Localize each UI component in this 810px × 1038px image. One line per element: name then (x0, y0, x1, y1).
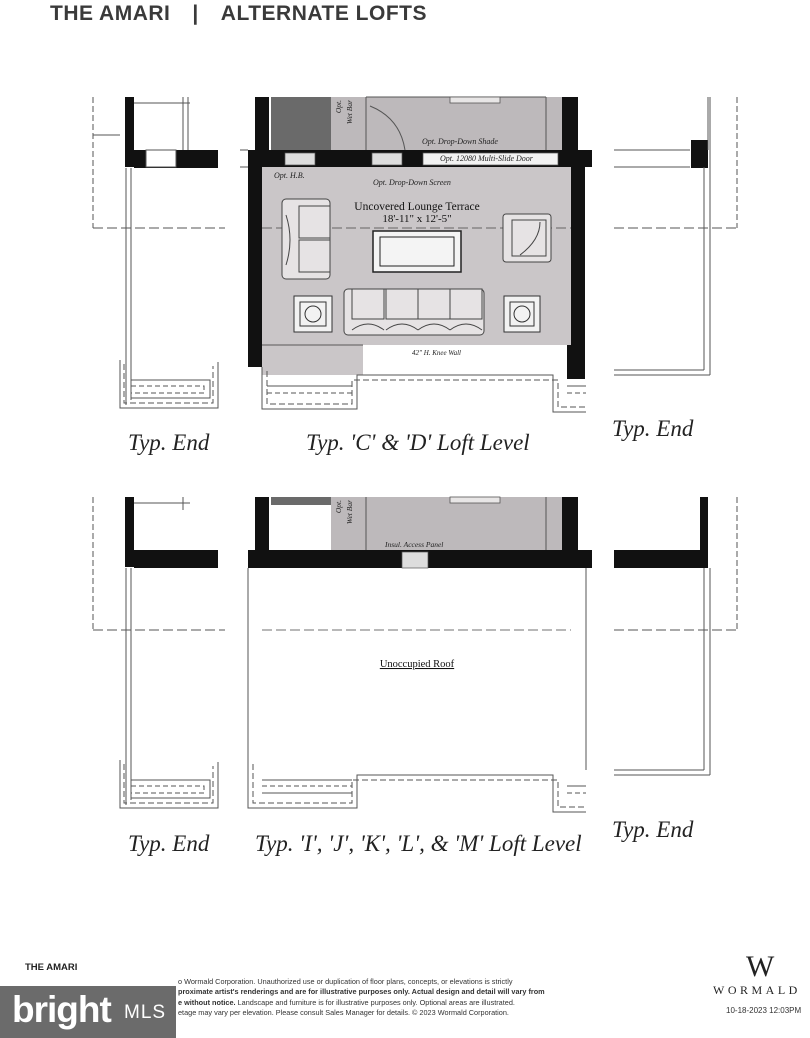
lower-center-label: Typ. 'I', 'J', 'K', 'L', & 'M' Loft Level (255, 831, 582, 856)
lower-center-unit (248, 497, 592, 812)
wormald-logo-text: WORMALD (713, 983, 801, 997)
disclaimer-line-2: proximate artist's renderings and are for illustrative purposes only. Actual design and detail will vary from (178, 987, 545, 997)
upper-wet-bar-label-2: Wet Bar (345, 100, 354, 125)
side-table-right (504, 296, 540, 332)
armchair-right (503, 214, 551, 262)
sofa (344, 289, 484, 335)
upper-center-label: Typ. 'C' & 'D' Loft Level (306, 430, 530, 455)
lower-right-end-unit (614, 497, 738, 775)
watermark-brand: bright (12, 989, 111, 1030)
lower-wet-bar-label-2: Wet Bar (345, 500, 354, 525)
disclaimer-line-1: o Wormald Corporation. Unauthorized use or duplication of floor plans, concepts, or elevations is strictly (178, 977, 513, 986)
footer-title: THE AMARI (25, 962, 78, 973)
upper-left-label: Typ. End (128, 430, 210, 455)
disclaimer-line-3-bold: e without notice. (178, 997, 236, 1007)
disclaimer-line-3 (178, 998, 583, 1008)
project-name: THE AMARI (50, 2, 171, 25)
side-table-left (294, 296, 332, 332)
lower-left-end-unit (93, 497, 225, 808)
wormald-logo-mark: W (746, 950, 775, 983)
disclaimer-line-3-rest: Landscape and furniture is for illustrative purposes only. Optional areas are illustrated. (235, 997, 515, 1007)
drop-down-screen-label: Opt. Drop-Down Screen (373, 178, 451, 187)
upper-plan (93, 97, 738, 412)
lower-wet-bar-label-1: Opt. (334, 500, 343, 514)
header-separator: | (192, 2, 199, 25)
page-subtitle: ALTERNATE LOFTS (220, 2, 427, 25)
upper-right-end-unit (614, 97, 738, 375)
disclaimer (178, 977, 583, 1018)
lower-plan (93, 497, 738, 812)
drop-down-shade-label: Opt. Drop-Down Shade (422, 137, 498, 146)
multi-slide-door-label: Opt. 12080 Multi-Slide Door (440, 154, 533, 163)
disclaimer-line-4: etage may vary per elevation. Please consult Sales Manager for details. © 2023 Wormald Corporation. (178, 1007, 509, 1017)
lower-right-label: Typ. End (612, 817, 694, 842)
timestamp: 10-18-2023 12:03PM (726, 1006, 802, 1015)
lower-left-label: Typ. End (128, 831, 210, 856)
brightmls-watermark (0, 986, 176, 1038)
access-panel-label: Insul. Access Panel (385, 540, 444, 549)
loveseat-left (282, 199, 330, 279)
watermark-suffix: MLS (124, 1002, 167, 1023)
knee-wall-label: 42" H. Knee Wall (412, 349, 461, 357)
roof-label: Unoccupied Roof (379, 659, 455, 670)
coffee-table (373, 231, 461, 272)
upper-left-end-unit (93, 97, 225, 408)
hose-bib-label: Opt. H.B. (274, 171, 305, 180)
upper-center-unit (240, 97, 592, 412)
room-name-label: Uncovered Lounge Terrace (354, 201, 480, 213)
upper-right-label: Typ. End (612, 416, 694, 441)
room-dimensions-label: 18'-11" x 12'-5" (382, 213, 452, 225)
upper-wet-bar-label-1: Opt. (334, 100, 343, 114)
